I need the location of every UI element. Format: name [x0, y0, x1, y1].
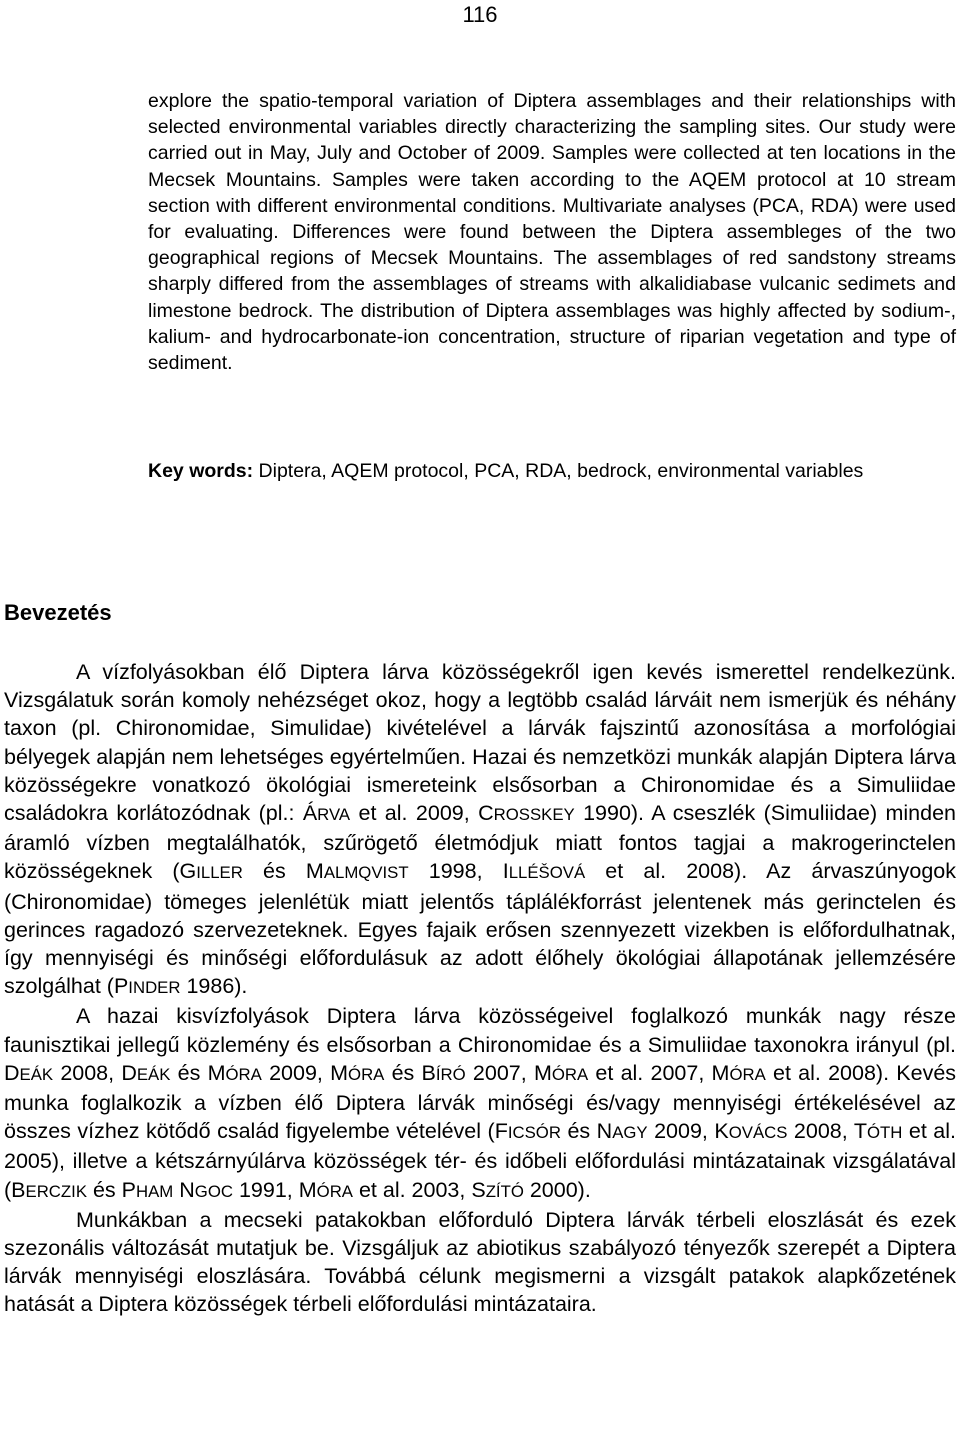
p2-text: 2007,	[465, 1060, 534, 1085]
author-initial: M	[305, 859, 324, 884]
author-name: EÁK	[136, 1064, 171, 1084]
author-name: ÓRA	[551, 1064, 589, 1084]
p1-text: et al. 2009,	[350, 801, 479, 826]
author-initial: N	[179, 1177, 195, 1202]
p2-text: et al. 2003,	[353, 1177, 472, 1202]
author-initial: P	[113, 974, 129, 999]
p2-text: A hazai kisvízfolyások Diptera lárva közösségeivel foglalkozó munkák nagy része faunisztikai jellegű közlemény és elsősorban a Chironomidae és a Simuliidae taxonokra irányul (pl.	[4, 1004, 956, 1057]
author-name: ICSÓR	[507, 1123, 561, 1143]
author-name: HAM	[136, 1181, 174, 1201]
p1-text: 1990). A cseszlék (Simuliidae) minden áramló vízben megtalálhatók, szűrögető életmódjuk miatt fontos tagjai a makrogerinctelen közösségeknek (	[4, 801, 956, 884]
author-initial: S	[471, 1177, 486, 1202]
author-name: OVÁCS	[728, 1123, 788, 1143]
p2-text: és	[170, 1060, 208, 1085]
author-initial: G	[179, 859, 197, 884]
keywords-text: Diptera, AQEM protocol, PCA, RDA, bedrock, environmental variables	[253, 460, 864, 482]
author-initial: D	[4, 1060, 20, 1085]
author-name: ÓTH	[866, 1123, 903, 1143]
p2-text: 2009,	[261, 1060, 331, 1085]
keywords-paragraph	[148, 456, 956, 486]
author-name: ÍRÓ	[435, 1064, 466, 1084]
p2-text: et al. 2007,	[588, 1060, 712, 1085]
author-initial: B	[421, 1060, 436, 1085]
p2-text: és	[560, 1119, 597, 1144]
p2-text: 1991,	[232, 1177, 299, 1202]
p2-text: et al. 2008). Kevés munka foglalkozik a vízben élő Diptera lárvák minőségi és/vagy mennyiségi értékelésével az összes vízhez kötődő család figyelembe vételével (	[4, 1060, 957, 1144]
author-name: ÓRA	[348, 1064, 385, 1084]
introduction-body	[4, 658, 956, 1319]
author-name: ROSSKEY	[493, 805, 575, 825]
p2-text: és	[384, 1060, 422, 1085]
page-number: 116	[462, 2, 498, 27]
author-initial: B	[11, 1177, 26, 1202]
author-initial: T	[853, 1119, 867, 1144]
intro-paragraph-3: Munkákban a mecseki patakokban előforduló Diptera lárvák térbeli eloszlását és ezek szezonális változását mutatjuk be. Vizsgáljuk az abiotikus szabályozó tényezők szerepét a Diptera lárvák mennyiségi eloszlására. Továbbá célunk megismerni a vizsgált patakok alapkőzetének hatását a Diptera közösségek térbeli előfordulási mintázataira.	[4, 1207, 956, 1317]
author-name: ÓRA	[225, 1064, 262, 1084]
author-initial: D	[121, 1060, 137, 1085]
author-initial: I	[502, 859, 509, 884]
author-initial: M	[711, 1060, 730, 1085]
abstract-paragraph: explore the spatio-temporal variation of Diptera assemblages and their relationships with selected environmental variables directly characterizing the sampling sites. Our study were carried out in May, July and October of 2009. Samples were collected at ten locations in the Mecsek Mountains. Samples were taken according to the AQEM protocol at 10 stream section with different environmental conditions. Multivariate analyses (PCA, RDA) were used for evaluating. Differences were found between the Diptera assembleges of the two geographical regions of Mecsek Mountains. The assemblages of red sandstony streams sharply differed from the assemblages of streams with alkalidiabase vulcanic sedimets and limestone bedrock. The distribution of Diptera assemblages was highly affected by sodium-, kalium- and hydrocarbonate-ion concentration, structure of riparian vegetation and type of sediment.	[148, 90, 956, 375]
author-name: ÓRA	[316, 1181, 353, 1201]
keywords-label: Key words:	[148, 460, 254, 482]
author-name: ERCZIK	[25, 1181, 87, 1201]
author-name: AGY	[612, 1123, 648, 1143]
author-initial: K	[714, 1119, 729, 1144]
author-name: EÁK	[19, 1064, 54, 1084]
intro-paragraph-2	[4, 1002, 956, 1205]
author-name: ÓRA	[729, 1064, 766, 1084]
author-initial: P	[121, 1177, 136, 1202]
p2-text: et al. 2005), illetve a kétszárnyúlárva közösségek tér- és időbeli előfordulási mintázatainak vizsgálatával (	[4, 1119, 956, 1202]
p1-text: et al. 2008). Az árvaszúnyogok (Chironomidae) tömeges jelenlétük miatt jelentős táplálékforrást jelentenek más gerinctelen és gerinces ragadozó szervezeteknek. Egyes fajaik erősen szennyezett vizekben is előfordulhatnak, így mennyiségi és minőségi előfordulásuk az adott élőhely ökológiai állapotának jellemzésére szolgálhat (	[4, 859, 957, 999]
p2-text: 2008,	[53, 1060, 122, 1085]
section-heading-bevezetes: Bevezetés	[4, 600, 112, 625]
author-initial: C	[478, 801, 494, 826]
author-initial: M	[533, 1060, 552, 1085]
author-name: LLÉŠOVÁ	[508, 863, 586, 883]
p2-text: 2000).	[523, 1177, 591, 1202]
intro-paragraph-1	[4, 658, 956, 1002]
p1-text: 1986).	[180, 974, 248, 999]
author-name: ZÍTÓ	[485, 1181, 524, 1201]
author-initial: Á	[302, 801, 318, 826]
author-name: GOC	[194, 1181, 233, 1201]
author-name: RVA	[317, 805, 351, 825]
author-name: ILLER	[196, 863, 243, 883]
author-initial: M	[207, 1060, 226, 1085]
p1-text: A vízfolyásokban élő Diptera lárva közösségekről igen kevés ismerettel rendelkezünk. Vizsgálatuk során komoly nehézséget okoz, hogy a legtöbb család lárváit nem ismerjük és néhány taxon (pl. Chironomidae, Simulidae) kivételével a lárvák fajszintű azonosítása a morfológiai bélyegek alapján nem lehetséges egyértelműen. Hazai és nemzetközi munkák alapján Diptera lárva közösségekre vonatkozó ökológiai ismereteink elsősorban a Chironomidae és a Simuliidae családokra korlátozódnak (pl.:	[4, 660, 956, 826]
p2-text: és	[87, 1177, 122, 1202]
author-initial: M	[330, 1060, 349, 1085]
author-name: INDER	[128, 978, 181, 998]
p2-text: 2009,	[647, 1119, 715, 1144]
p2-text: 2008,	[787, 1119, 854, 1144]
author-name: ALMQVIST	[323, 863, 409, 883]
p1-text: és	[242, 859, 306, 884]
author-initial: M	[298, 1177, 317, 1202]
author-initial: N	[596, 1119, 613, 1144]
author-initial: F	[494, 1119, 508, 1144]
p1-text: 1998,	[408, 859, 503, 884]
